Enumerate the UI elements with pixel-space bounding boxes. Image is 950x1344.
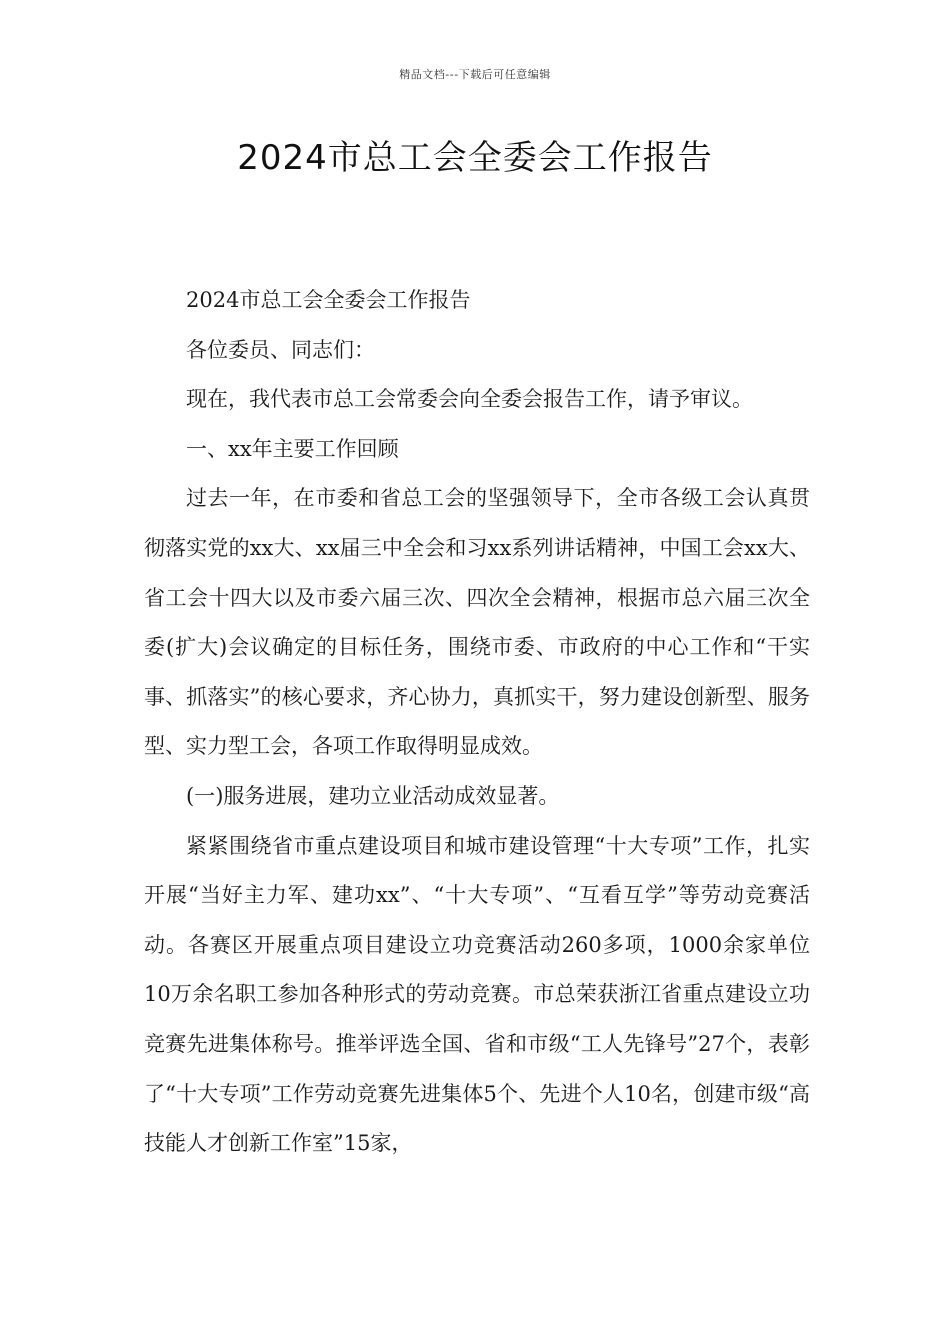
paragraph-salutation: 各位委员、同志们：: [186, 337, 375, 362]
section-heading-1: 一、xx年主要工作回顾: [186, 436, 399, 461]
document-body: [144, 276, 810, 1169]
paragraph-intro: 现在，我代表市总工会常委会向全委会报告工作，请予审议。: [186, 387, 753, 412]
header-note: 精品文档---下载后可任意编辑: [399, 68, 551, 81]
paragraph-review: 过去一年，在市委和省总工会的坚强领导下，全市各级工会认真贯彻落实党的xx大、xx届三中全会和习xx系列讲话精神，中国工会xx大、省工会十四大以及市委六届三次、四次全会精神，根据市总六届三次全委(扩大)会议确定的目标任务，围绕市委、市政府的中心工作和“干实事、抓落实”的核心要求，齐心协力，真抓实干，努力建设创新型、服务型、实力型工会，各项工作取得明显成效。: [144, 486, 810, 759]
paragraph-subtitle: 2024市总工会全委会工作报告: [186, 288, 471, 312]
paragraph-competition: 紧紧围绕省市重点建设项目和城市建设管理“十大专项”工作，扎实开展“当好主力军、建功xx”、“十大专项”、“互看互学”等劳动竞赛活动。各赛区开展重点项目建设立功竞赛活动260多项，1000余家单位10万余名职工参加各种形式的劳动竞赛。市总荣获浙江省重点建设立功竞赛先进集体称号。推举评选全国、省和市级“工人先锋号”27个，表彰了“十大专项”工作劳动竞赛先进集体5个、先进个人10名，创建市级“高技能人才创新工作室”15家，: [144, 833, 810, 1156]
subsection-heading-1: (一)服务进展，建功立业活动成效显著。: [186, 783, 560, 808]
document-title: 2024市总工会全委会工作报告: [237, 138, 713, 178]
